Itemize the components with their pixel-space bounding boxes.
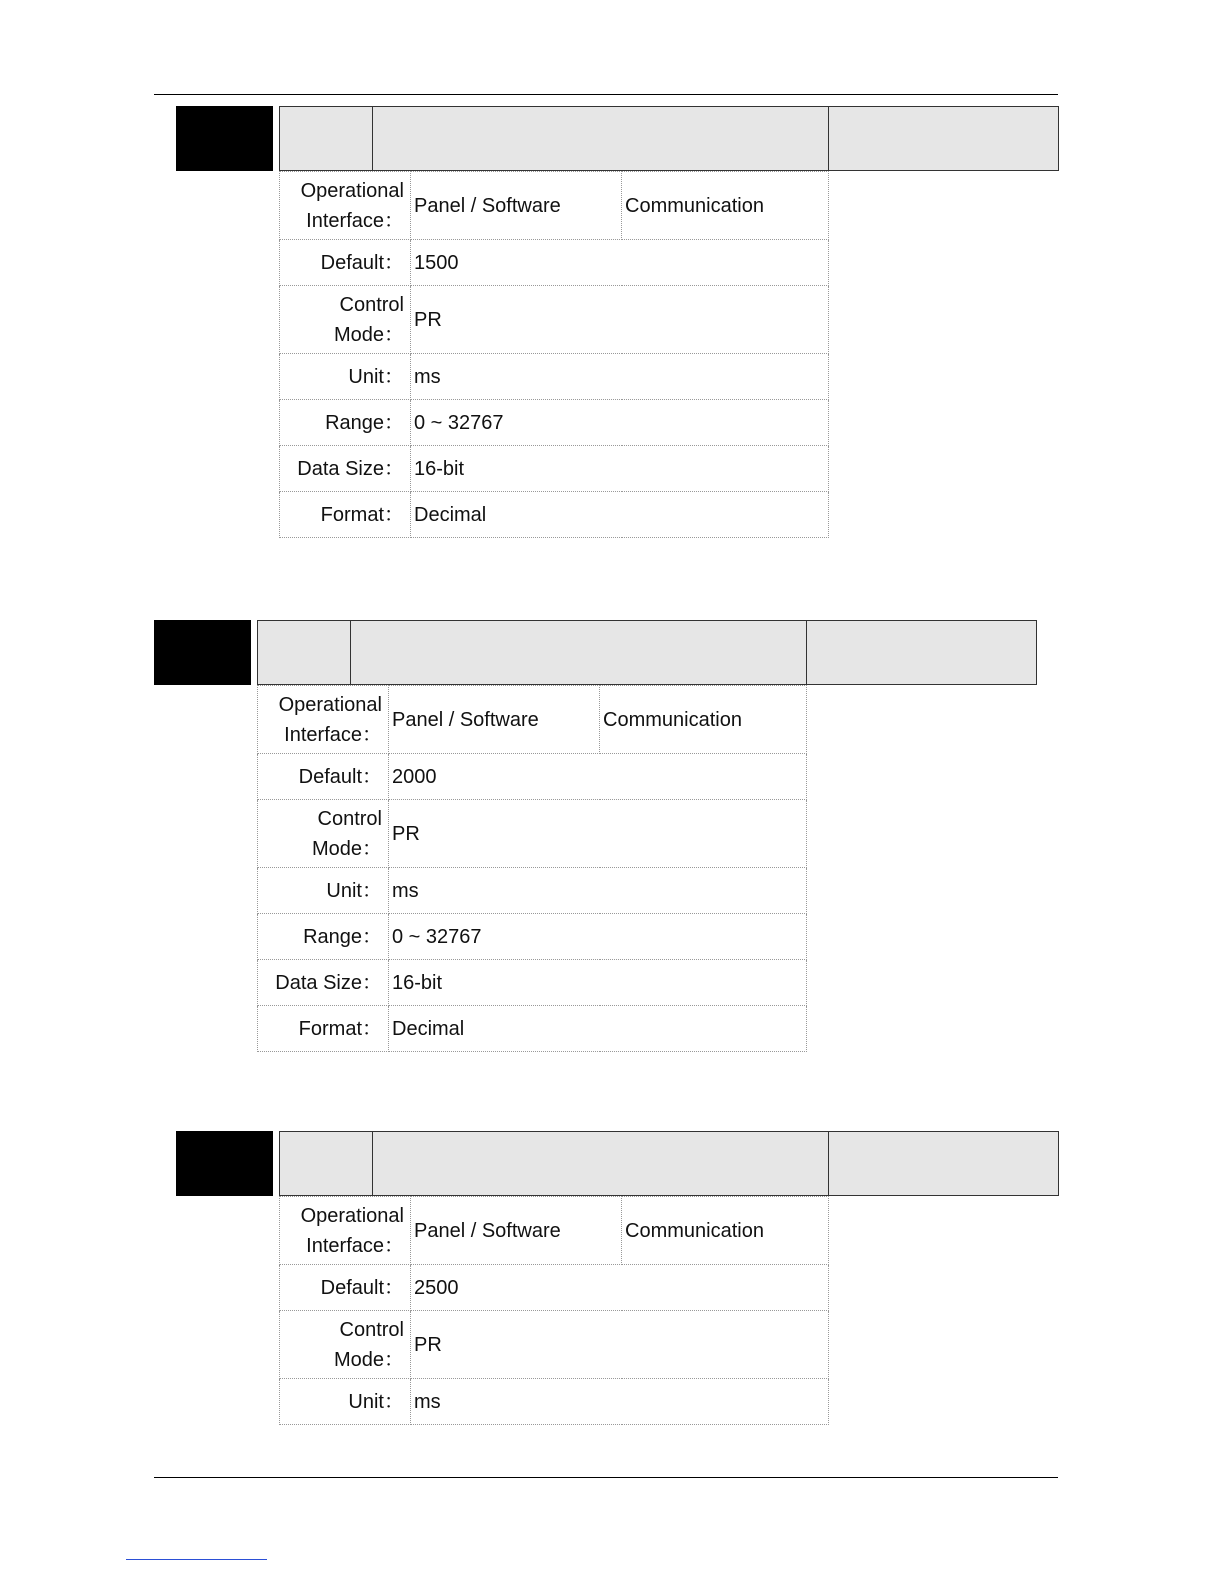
label-format: Format： [258, 1006, 389, 1052]
parameter-header [279, 1131, 1059, 1196]
label-operational-interface: Operational Interface： [280, 1197, 411, 1265]
parameter-tab [176, 1131, 273, 1196]
value-interface-panel: Panel / Software [411, 172, 622, 240]
row-range [258, 914, 807, 960]
row-default [258, 754, 807, 800]
label-control-mode: Control Mode： [280, 1311, 411, 1379]
row-unit [280, 1379, 829, 1425]
label-default: Default： [258, 754, 389, 800]
row-control-mode [280, 1311, 829, 1379]
parameter-block-1 [176, 106, 1058, 541]
row-range [280, 400, 829, 446]
row-data-size [258, 960, 807, 1006]
label-unit: Unit： [280, 1379, 411, 1425]
value-default: 2000 [389, 754, 807, 800]
row-format [258, 1006, 807, 1052]
row-unit [280, 354, 829, 400]
value-control-mode: PR [411, 286, 829, 354]
label-unit: Unit： [280, 354, 411, 400]
parameter-code-cell [258, 621, 351, 684]
value-interface-comm: Communication [622, 1197, 829, 1265]
label-range: Range： [280, 400, 411, 446]
value-format: Decimal [411, 492, 829, 538]
label-data-size: Data Size： [280, 446, 411, 492]
label-unit: Unit： [258, 868, 389, 914]
value-interface-comm: Communication [622, 172, 829, 240]
row-unit [258, 868, 807, 914]
footer-rule [154, 1477, 1058, 1478]
parameter-header [257, 620, 1037, 685]
row-default [280, 1265, 829, 1311]
parameter-table [279, 171, 829, 538]
parameter-tab [154, 620, 251, 685]
parameter-table [257, 685, 807, 1052]
parameter-header [279, 106, 1059, 171]
label-control-mode: Control Mode： [258, 800, 389, 868]
label-data-size: Data Size： [258, 960, 389, 1006]
row-operational-interface [280, 172, 829, 240]
parameter-table [279, 1196, 829, 1425]
row-format [280, 492, 829, 538]
value-unit: ms [411, 354, 829, 400]
parameter-code-cell [280, 107, 373, 170]
label-control-mode: Control Mode： [280, 286, 411, 354]
row-operational-interface [258, 686, 807, 754]
label-range: Range： [258, 914, 389, 960]
value-range: 0 ~ 32767 [411, 400, 829, 446]
value-unit: ms [411, 1379, 829, 1425]
parameter-name-cell [373, 1132, 829, 1195]
label-operational-interface: Operational Interface： [280, 172, 411, 240]
parameter-address-cell [829, 107, 1058, 170]
parameter-tab [176, 106, 273, 171]
value-interface-panel: Panel / Software [411, 1197, 622, 1265]
value-default: 2500 [411, 1265, 829, 1311]
parameter-code-cell [280, 1132, 373, 1195]
row-data-size [280, 446, 829, 492]
parameter-address-cell [807, 621, 1036, 684]
value-control-mode: PR [411, 1311, 829, 1379]
parameter-name-cell [373, 107, 829, 170]
footer-link-underline[interactable] [126, 1559, 267, 1560]
row-control-mode [258, 800, 807, 868]
value-interface-comm: Communication [600, 686, 807, 754]
label-default: Default： [280, 1265, 411, 1311]
row-default [280, 240, 829, 286]
value-data-size: 16-bit [411, 446, 829, 492]
value-interface-panel: Panel / Software [389, 686, 600, 754]
header-rule [154, 94, 1058, 95]
value-data-size: 16-bit [389, 960, 807, 1006]
parameter-block-2 [154, 620, 1036, 1055]
label-format: Format： [280, 492, 411, 538]
value-unit: ms [389, 868, 807, 914]
label-operational-interface: Operational Interface： [258, 686, 389, 754]
row-control-mode [280, 286, 829, 354]
label-default: Default： [280, 240, 411, 286]
parameter-name-cell [351, 621, 807, 684]
value-range: 0 ~ 32767 [389, 914, 807, 960]
value-format: Decimal [389, 1006, 807, 1052]
parameter-block-3 [176, 1131, 1058, 1431]
value-default: 1500 [411, 240, 829, 286]
value-control-mode: PR [389, 800, 807, 868]
parameter-address-cell [829, 1132, 1058, 1195]
row-operational-interface [280, 1197, 829, 1265]
